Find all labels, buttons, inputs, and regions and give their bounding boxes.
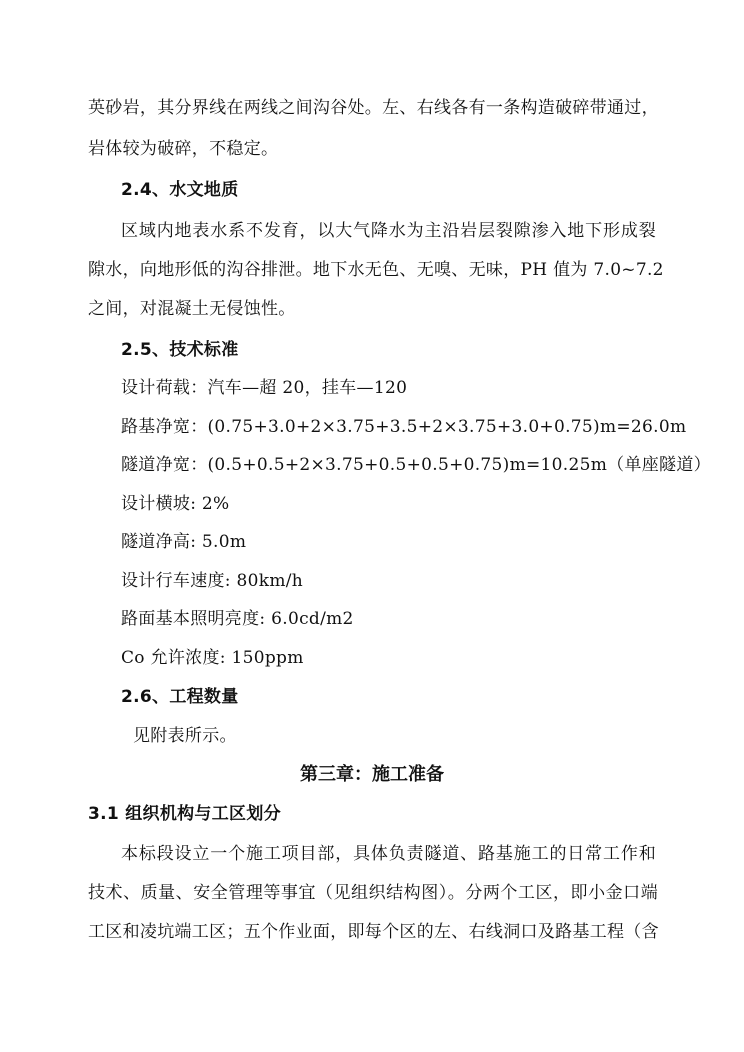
paragraph-line: 见附表所示。 — [133, 726, 237, 746]
paragraph-line: 隙水，向地形低的沟谷排泄。地下水无色、无嗅、无味，PH 值为 7.0~7.2 — [88, 260, 664, 280]
paragraph-line: 岩体较为破碎，不稳定。 — [88, 139, 279, 159]
paragraph-line: 区域内地表水系不发育，以大气降水为主沿岩层裂隙渗入地下形成裂 — [121, 221, 656, 241]
spec-item: 路基净宽：(0.75+3.0+2×3.75+3.5+2×3.75+3.0+0.75)m=26.0m — [121, 417, 687, 437]
spec-item: 隧道净宽：(0.5+0.5+2×3.75+0.5+0.5+0.75)m=10.25m（单座隧道） — [121, 455, 711, 475]
section-heading-2-5: 2.5、技术标准 — [121, 340, 239, 360]
chapter-title: 第三章：施工准备 — [300, 764, 444, 785]
paragraph-line: 本标段设立一个施工项目部，具体负责隧道、路基施工的日常工作和 — [121, 844, 656, 864]
paragraph-line: 工区和凌坑端工区；五个作业面，即每个区的左、右线洞口及路基工程（含 — [88, 922, 659, 942]
section-heading-2-6: 2.6、工程数量 — [121, 687, 239, 707]
spec-item: Co 允许浓度: 150ppm — [121, 648, 304, 668]
spec-item: 设计横坡: 2% — [121, 494, 230, 514]
paragraph-line: 之间，对混凝土无侵蚀性。 — [88, 299, 296, 319]
section-heading-2-4: 2.4、水文地质 — [121, 180, 239, 200]
spec-item: 路面基本照明亮度: 6.0cd/m2 — [121, 609, 354, 629]
spec-item: 隧道净高: 5.0m — [121, 532, 247, 552]
spec-item: 设计行车速度: 80km/h — [121, 571, 304, 591]
paragraph-line: 技术、质量、安全管理等事宜（见组织结构图）。分两个工区，即小金口端 — [88, 883, 658, 903]
paragraph-line: 英砂岩，其分界线在两线之间沟谷处。左、右线各有一条构造破碎带通过， — [88, 98, 659, 118]
spec-item: 设计荷载：汽车—超 20，挂车—120 — [121, 378, 408, 398]
section-heading-3-1: 3.1 组织机构与工区划分 — [88, 804, 281, 824]
